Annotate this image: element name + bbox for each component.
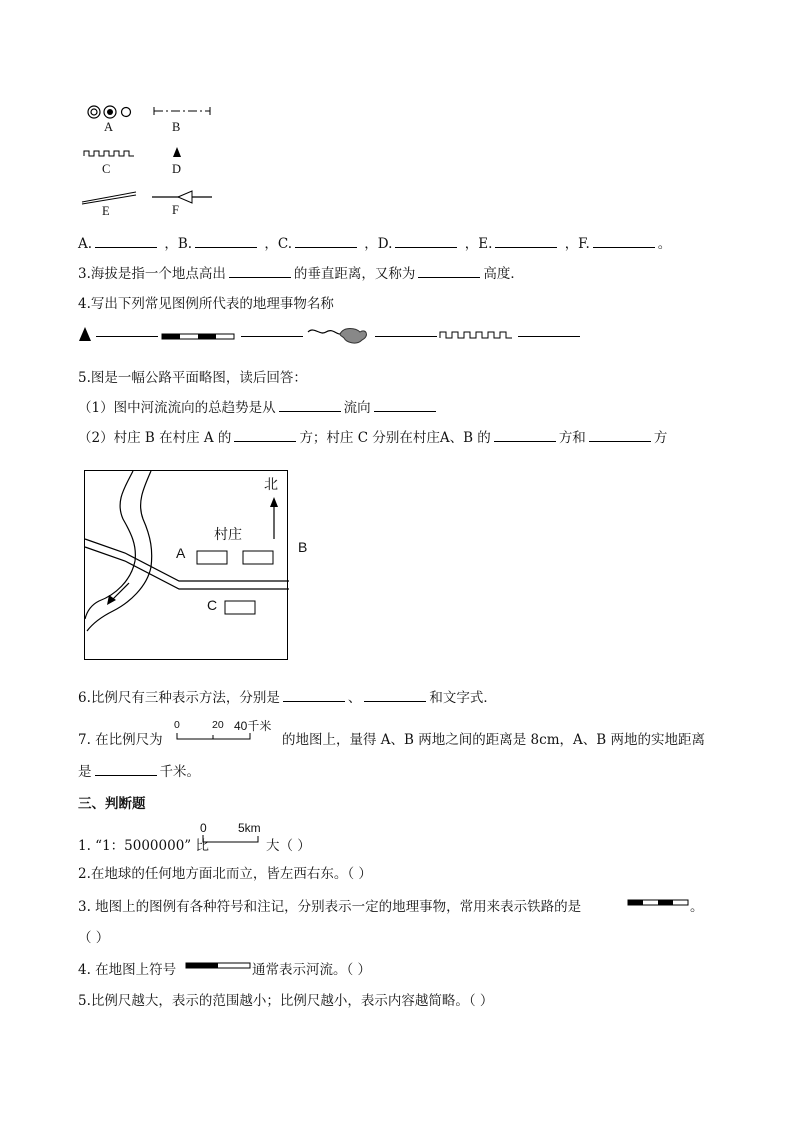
tf1-scale-line [202, 834, 262, 844]
tf-question-3: 3. 地图上的图例有各种符号和注记，分别表示一定的地理事物，常用来表示铁路的是 [78, 899, 582, 915]
tf3-railway-icon [628, 899, 690, 907]
map-drawing [85, 471, 289, 661]
q5-2-blank-3[interactable] [589, 429, 651, 442]
q5-1-blank-2[interactable] [374, 399, 436, 412]
symbol-peak-icon [172, 146, 182, 158]
answer-e-blank[interactable] [495, 235, 557, 248]
answer-f-blank[interactable] [593, 235, 655, 248]
tf-question-4: 4. 在地图上符号 [78, 962, 177, 978]
symbol-river-icon [80, 189, 140, 205]
scale-tick-40: 40千米 [234, 719, 272, 733]
answer-e-label: ，E. [464, 236, 493, 252]
great-wall-icon [440, 330, 516, 340]
tf-question-2: 2.在地球的任何地方面北而立，皆左西右东。（ ） [78, 866, 372, 882]
symbol-capital-icon [86, 104, 136, 120]
tf-question-1: 1. “1：5000000” 比 [78, 838, 209, 854]
symbols-answer-line: A. ，B. ，C. ，D. ，E. ，F. 。 [78, 236, 672, 252]
symbol-label-b: B [172, 120, 181, 134]
q5-1-blank-1[interactable] [279, 399, 341, 412]
tf-question-4b: 通常表示河流。（ ） [252, 962, 372, 978]
symbol-label-c: C [102, 162, 111, 176]
q4-blank-4[interactable] [518, 336, 580, 337]
q7-scale-bar [172, 716, 280, 742]
symbol-label-e: E [102, 204, 110, 218]
q3-blank-1[interactable] [229, 265, 291, 278]
section-3-title: 三、判断题 [78, 796, 146, 812]
question-7-line-1b: 的地图上，量得 A、B 两地之间的距离是 8cm，A、B 两地的实地距离 [282, 732, 705, 748]
map-label-c: C [207, 597, 218, 613]
question-7-line-1: 7. 在比例尺为 [78, 732, 163, 748]
symbol-label-f: F [172, 203, 179, 217]
worksheet-page: A B C D E F A. ，B. ，C. ，D. ，E. ，F. 。 3.海拔是指一个地点高出 的垂直距离，又称为 高度． 4.写出下列常见图例所代表的地理事物名称 5.图是一幅公路平面略图，读后回答： （1）图中河流流向的总趋势是从 流向 （2）村庄 B 在村庄 A 的 方；村庄 C 分别在村庄A、B 的 方和 方 北 村庄 A B C 6.比例尺有三种表示方法，分别是 、 和文字式． 7. 在比例尺为 0 20 40千米 的地图上，量得 A、B 两地之间的距离是 8cm，A、B 两地的实地距离 是 千米。 三、判断题 1. “1：5000000” 比 0 5km 大（ ） 2.在地球的任何地方面北而立，皆左西右东。（ ） 3. 地图上的图例有各种符号和注记，分别表示一定的地理事物，常用来表示铁路的是 。 （ ） 4. 在地图上符号 通常表示河流。（ ） 5.比例尺越大，表示的范围越小；比例尺越小，表示内容越简略。（ ） [0, 0, 794, 1123]
answer-f-label: ，F. [564, 236, 590, 252]
question-5-1: （1）图中河流流向的总趋势是从 流向 [78, 396, 439, 416]
symbol-arrow-icon [150, 189, 214, 205]
answer-a-blank[interactable] [95, 235, 157, 248]
answer-b-blank[interactable] [195, 235, 257, 248]
tf1-scale-bar [196, 818, 266, 846]
road-map-figure [84, 470, 288, 660]
q4-blank-1[interactable] [96, 336, 158, 337]
map-north-label: 北 [264, 477, 278, 493]
tf1-scale-tick-5km: 5km [238, 821, 261, 835]
scale-tick-20: 20 [212, 719, 224, 731]
tf-question-5: 5.比例尺越大，表示的范围越小；比例尺越小，表示内容越简略。（ ） [78, 993, 494, 1009]
map-label-a: A [176, 545, 186, 561]
answer-d-blank[interactable] [395, 235, 457, 248]
tf1-scale-tick-0: 0 [200, 821, 207, 835]
q7-blank[interactable] [95, 763, 157, 776]
scale-tick-0: 0 [174, 719, 180, 731]
map-label-b: B [298, 539, 308, 555]
symbol-label-d: D [172, 162, 182, 176]
railway-icon [162, 333, 236, 341]
question-5-2: （2）村庄 B 在村庄 A 的 方；村庄 C 分别在村庄A、B 的 方和 方 [78, 430, 668, 446]
answer-c-label: ，C. [264, 236, 292, 252]
q4-legend-row [78, 324, 598, 346]
question-6: 6.比例尺有三种表示方法，分别是 、 和文字式． [78, 690, 497, 706]
q4-blank-3[interactable] [375, 336, 437, 337]
tf4-railway-icon [186, 962, 252, 970]
answer-c-blank[interactable] [295, 235, 357, 248]
q3-blank-2[interactable] [418, 265, 480, 278]
q6-blank-2[interactable] [364, 689, 426, 702]
question-4: 4.写出下列常见图例所代表的地理事物名称 [78, 296, 334, 312]
mountain-peak-icon [78, 326, 92, 342]
question-7-line-2: 是 千米。 [78, 764, 200, 780]
question-5-title: 5.图是一幅公路平面略图，读后回答： [78, 370, 307, 386]
answer-a-label: A. [78, 236, 93, 252]
answer-d-label: ，D. [364, 236, 393, 252]
tf-question-3b: （ ） [78, 930, 110, 946]
q6-blank-1[interactable] [283, 689, 345, 702]
answer-b-label: ，B. [164, 236, 193, 252]
q5-2-blank-1[interactable] [234, 429, 296, 442]
map-village-label: 村庄 [214, 527, 242, 543]
tf-question-1b: 大（ ） [266, 838, 311, 854]
symbol-wall-icon [84, 148, 136, 158]
symbol-boundary-icon [152, 106, 212, 116]
question-3: 3.海拔是指一个地点高出 的垂直距离，又称为 高度． [78, 266, 524, 282]
river-lake-icon [306, 324, 370, 346]
q5-2-blank-2[interactable] [494, 429, 556, 442]
symbol-label-a: A [104, 120, 114, 134]
q4-blank-2[interactable] [241, 336, 303, 337]
scale-line [176, 732, 252, 740]
